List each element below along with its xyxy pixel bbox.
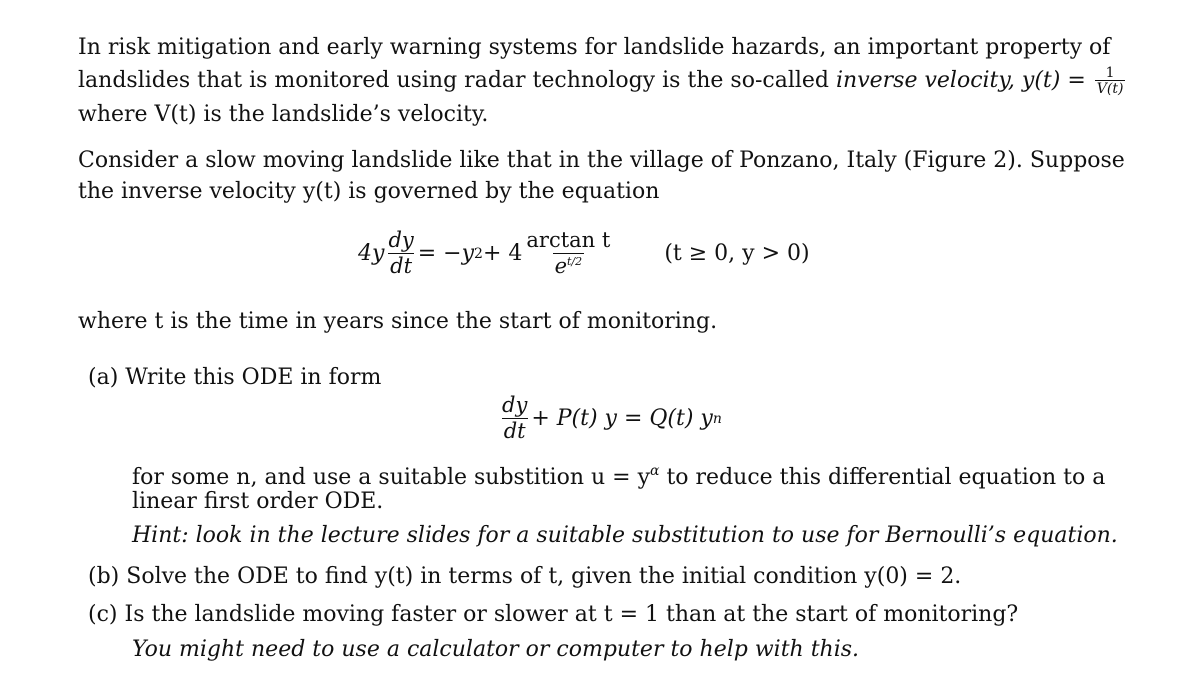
eq-arctan-num: arctan t (526, 228, 611, 252)
inverse-velocity-fraction (1095, 66, 1126, 96)
eq-arctan-fraction (524, 230, 612, 277)
eq-coefficient: 4y (358, 241, 385, 266)
part-c-note: You might need to use a calculator or computer to help with this. (132, 637, 860, 662)
bernoulli-equation (498, 395, 722, 442)
eq-exp-base: e (554, 254, 568, 278)
bernoulli-derivative-den: dt (503, 419, 526, 443)
eq-mid: = −y (417, 241, 475, 266)
consider-line-1: Consider a slow moving landslide like that in the village of Ponzano, Italy (Figure 2). Suppose (78, 148, 1125, 173)
part-c-text: Is the landslide moving faster or slower at t = 1 than at the start of monitoring? (124, 602, 1019, 627)
part-a-line-3: linear first order ODE. (132, 489, 384, 514)
bernoulli-rest: + P(t) y = Q(t) y (531, 406, 713, 431)
part-b-line (88, 562, 961, 592)
eq-plus: + 4 (482, 241, 523, 266)
part-a-line-2-suffix: to reduce this differential equation to a (659, 465, 1106, 490)
part-a-line-2-prefix: for some n, and use a suitable substition u = y (132, 465, 650, 490)
eq-derivative-den: dt (390, 254, 413, 278)
bernoulli-derivative-num: dy (502, 393, 528, 417)
intro-line-3: where V(t) is the landslide’s velocity. (78, 102, 489, 127)
eq-derivative (386, 230, 415, 277)
part-a-hint: Hint: look in the lecture slides for a suitable substitution to use for Bernoulli’s equation. (132, 523, 1118, 548)
where-line: where t is the time in years since the start of monitoring. (78, 309, 718, 334)
intro-line-1: In risk mitigation and early warning systems for landslide hazards, an important property of (78, 35, 1111, 60)
part-a-text: Write this ODE in form (125, 365, 382, 390)
consider-line-2: the inverse velocity y(t) is governed by the equation (78, 179, 660, 204)
fraction-numerator: 1 (1105, 65, 1115, 81)
substitution-exponent: α (650, 463, 660, 479)
inverse-velocity-func: y(t) = (1014, 68, 1093, 93)
bernoulli-exponent: n (712, 410, 722, 427)
part-b-label: (b) (88, 564, 120, 589)
inverse-velocity-term: inverse velocity, (836, 68, 1015, 93)
intro-line-2-prefix: landslides that is monitored using radar technology is the so-called (78, 68, 836, 93)
part-a-label: (a) (88, 365, 119, 390)
eq-derivative-num: dy (388, 228, 414, 252)
eq-mid-exponent: 2 (474, 245, 483, 262)
part-c-label: (c) (88, 602, 118, 627)
eq-condition: (t ≥ 0, y > 0) (664, 241, 810, 266)
part-a-line (88, 363, 381, 393)
eq-exp-power: t/2 (567, 255, 583, 268)
main-equation (358, 230, 810, 277)
bernoulli-derivative (500, 395, 529, 442)
eq-arctan-den (553, 253, 585, 277)
part-c-line (88, 600, 1018, 630)
part-b-text: Solve the ODE to find y(t) in terms of t, given the initial condition y(0) = 2. (126, 564, 962, 589)
fraction-denominator: V(t) (1096, 81, 1124, 97)
intro-line-2 (78, 66, 1127, 96)
